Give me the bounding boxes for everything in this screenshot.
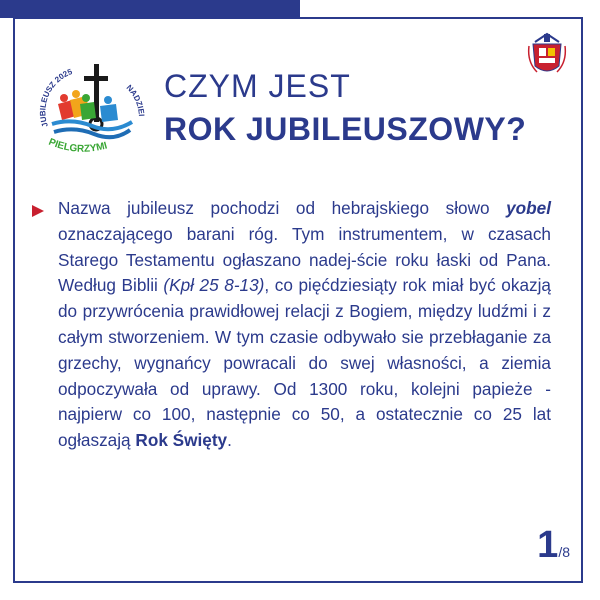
svg-text:JUBILEUSZ 2025 (38, 67, 74, 128)
body-holy-year: Rok Święty (135, 430, 228, 451)
body-paragraph (58, 196, 551, 454)
top-accent-bar (0, 0, 300, 18)
page-current: 1 (537, 524, 559, 566)
logo-side-text: NADZIEI (124, 83, 146, 117)
body-text-3: , co pięćdziesiąty rok miał być okazją do przywrócenia prawidłowej relacji z Bogiem, między ludźmi i z całym stworzeniem. W tym czasie odbywało sie przebłaganie za grzechy, wygnańcy powracali do swej własności, a ziemia odpoczywała od uprawy. Od 1300 roku, kolejni papieże - najpierw co 100, następnie co 50, a ostatecznie co 25 lat ogłaszają (58, 275, 551, 451)
coat-of-arms-icon (527, 32, 567, 78)
title-line-1: CZYM JEST (164, 68, 351, 104)
title-line-2: ROK JUBILEUSZOWY? (164, 111, 527, 147)
svg-text:PIELGRZYMI (47, 137, 109, 155)
triangle-bullet-icon (32, 205, 44, 217)
logo-bottom-text: PIELGRZYMI (46, 136, 109, 155)
body-text-2: oznaczającego barani róg. Tym instrumentem, w czasach Starego Testamentu ogłaszano nadej-ście roku łaski od Pana. Według Biblii (58, 223, 551, 296)
jubilee-logo-icon (28, 58, 146, 162)
svg-text:NADZIEI (125, 83, 146, 117)
bible-reference: (Kpł 25 8-13) (163, 275, 265, 296)
page-total: /8 (558, 544, 570, 560)
body-text-4: . (227, 430, 232, 451)
logo-arc-text: JUBILEUSZ 2025 (38, 67, 74, 129)
body-text-1: Nazwa jubileusz pochodzi od hebrajskiego słowo (58, 198, 507, 218)
page-indicator (537, 524, 570, 567)
body-word-yobel: yobel (506, 198, 551, 218)
